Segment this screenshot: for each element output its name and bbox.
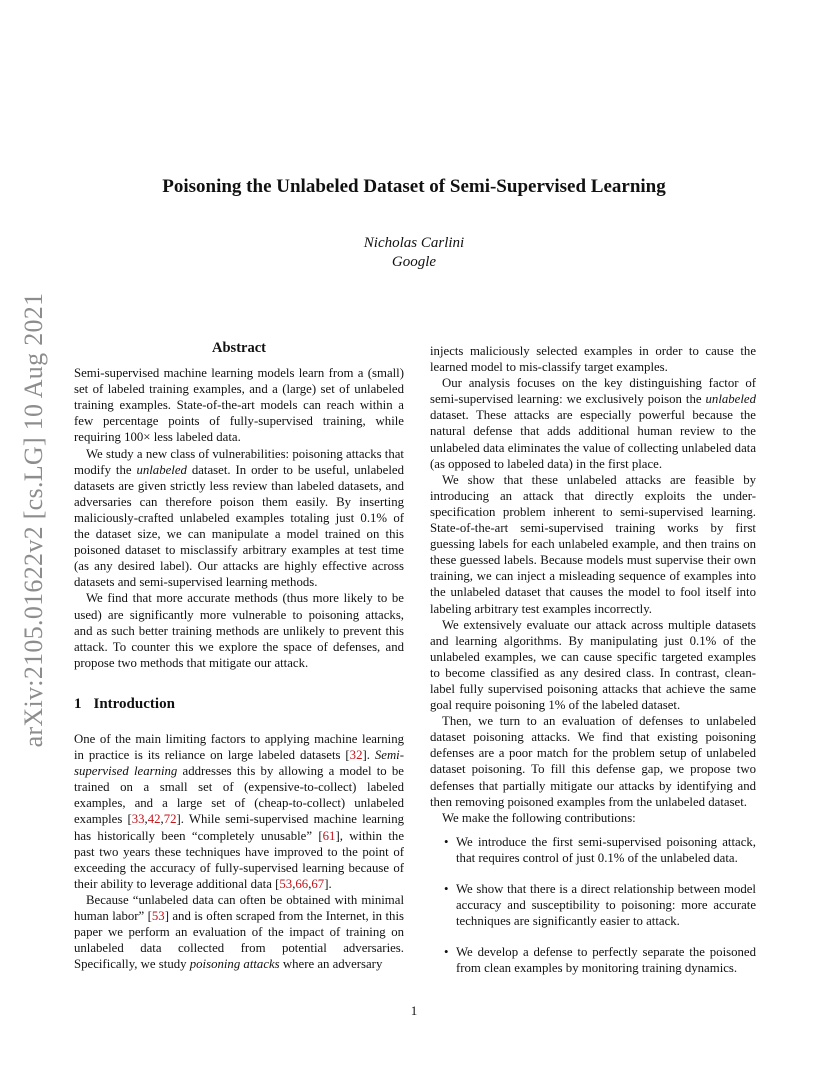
list-item: • We show that there is a direct relationship between model accuracy and susceptibility to poisoning: more accurate techniques are significantly easier to attack. [430,881,756,929]
intro-paragraph-4: We show that these unlabeled attacks are feasible by introducing an attack that directly exploits the under-specification problem inherent to semi-supervised learning. State-of-the-art semi-supervised training works by first guessing labels for each unlabeled example, and then trains on these guessed labels. Because models must supervise their own training, we can inject a misleading sequence of examples into the unlabeled dataset that causes the model to fool itself into labeling arbitrary test examples incorrectly. [430,472,756,616]
citation-link[interactable]: 53 [279,876,293,891]
list-item: • We introduce the first semi-supervised poisoning attack, that requires control of just 0.1% of the unlabeled data. [430,834,756,866]
intro-paragraph-5: We extensively evaluate our attack across multiple datasets and learning algorithms. By manipulating just 0.1% of the unlabeled examples, we can cause specific targeted examples to become classified as any desired class. In contrast, clean-label fully supervised poisoning attacks that achieve the same goal require poisoning 1% of the labeled dataset. [430,617,756,713]
abstract-paragraph-3: We find that more accurate methods (thus more likely to be used) are significantly more vulnerable to poisoning attacks, and as such better training methods are unlikely to prevent this attack. To counter this we explore the space of defenses, and propose two methods that mitigate our attack. [74,591,404,670]
abstract-paragraph-2: We study a new class of vulnerabilities: poisoning attacks that modify the unlabeled dataset. In order to be useful, unlabeled datasets are given strictly less review than labeled datasets, and adversaries can therefore poison them easily. By inserting maliciously-crafted unlabeled examples totaling just 0.1% of the dataset size, we can manipulate a model trained on this poisoned dataset to misclassify arbitrary examples at test time (as any desired label). Our attacks are highly effective across datasets and semi-supervised learning methods. [74,446,404,590]
intro-paragraph-3: Our analysis focuses on the key distinguishing factor of semi-supervised learning: we exclusively poison the unlabeled dataset. These attacks are especially powerful because the natural defense that adds additional human review to the unlabeled data eliminates the value of collecting unlabeled data (as opposed to labeled data) in the first place. [430,376,756,471]
left-column [74,340,404,972]
citation-link[interactable]: 67 [311,876,325,891]
intro-paragraph-1: One of the main limiting factors to applying machine learning in practice is its reliance on large labeled datasets [32]. Semi-supervised learning addresses this by allowing a model to be trained on a small set of (expensive-to-collect) labeled examples, and a large set of (cheap-to-collect) unlabeled examples [33,42,72]. While semi-supervised machine learning has historically been “completely unusable” [61], within the past two years these techniques have improved to the point of exceeding the accuracy of fully-supervised learning because of their ability to leverage additional data [53,66,67]. [74,731,405,891]
citation-link[interactable]: 61 [322,828,336,843]
intro-paragraph-2: Because “unlabeled data can often be obtained with minimal human labor” [53] and is often scraped from the Internet, in this paper we perform an evaluation of the impact of training on unlabeled data collected from potential adversaries. Specifically, we study poisoning attacks where an adversary [74,892,404,972]
citation-link[interactable]: 72 [163,812,177,827]
abstract-heading: Abstract [212,340,266,356]
list-item: • We develop a defense to perfectly separate the poisoned from clean examples by monitoring training dynamics. [430,944,756,976]
contributions-list [430,834,756,977]
arxiv-identifier: arXiv:2105.01622v2 [cs.LG] 10 Aug 2021 [19,292,48,748]
paper-title: Poisoning the Unlabeled Dataset of Semi-Supervised Learning [162,176,666,197]
citation-link[interactable]: 32 [349,748,363,763]
citation-link[interactable]: 33 [131,812,145,827]
intro-paragraph-7: We make the following contributions: [442,810,636,825]
intro-paragraph-2-continued: injects maliciously selected examples in order to cause the learned model to mis-classify target examples. [430,344,756,375]
intro-paragraph-6: Then, we turn to an evaluation of defenses to unlabeled dataset poisoning attacks. We find that existing poisoning defenses are a poor match for the problem setup of unlabeled dataset poisoning. To fill this defense gap, we propose two defenses that partially mitigate our attacks by identifying and then removing poisoned examples from the unlabeled dataset. [430,714,756,809]
citation-link[interactable]: 66 [295,876,309,891]
abstract-paragraph-1: Semi-supervised machine learning models learn from a (small) set of labeled training examples, and a (large) set of unlabeled training examples. State-of-the-art models can reach within a few percentage points of fully-supervised training, while requiring 100× less labeled data. [74,366,404,445]
page-number: 1 [410,1003,418,1018]
citation-link[interactable]: 53 [151,909,165,923]
section-heading-introduction: 1 Introduction [74,695,175,712]
author-affiliation: Google [391,254,437,270]
author-name: Nicholas Carlini [363,235,465,251]
citation-link[interactable]: 42 [147,812,161,827]
right-column [430,343,756,991]
